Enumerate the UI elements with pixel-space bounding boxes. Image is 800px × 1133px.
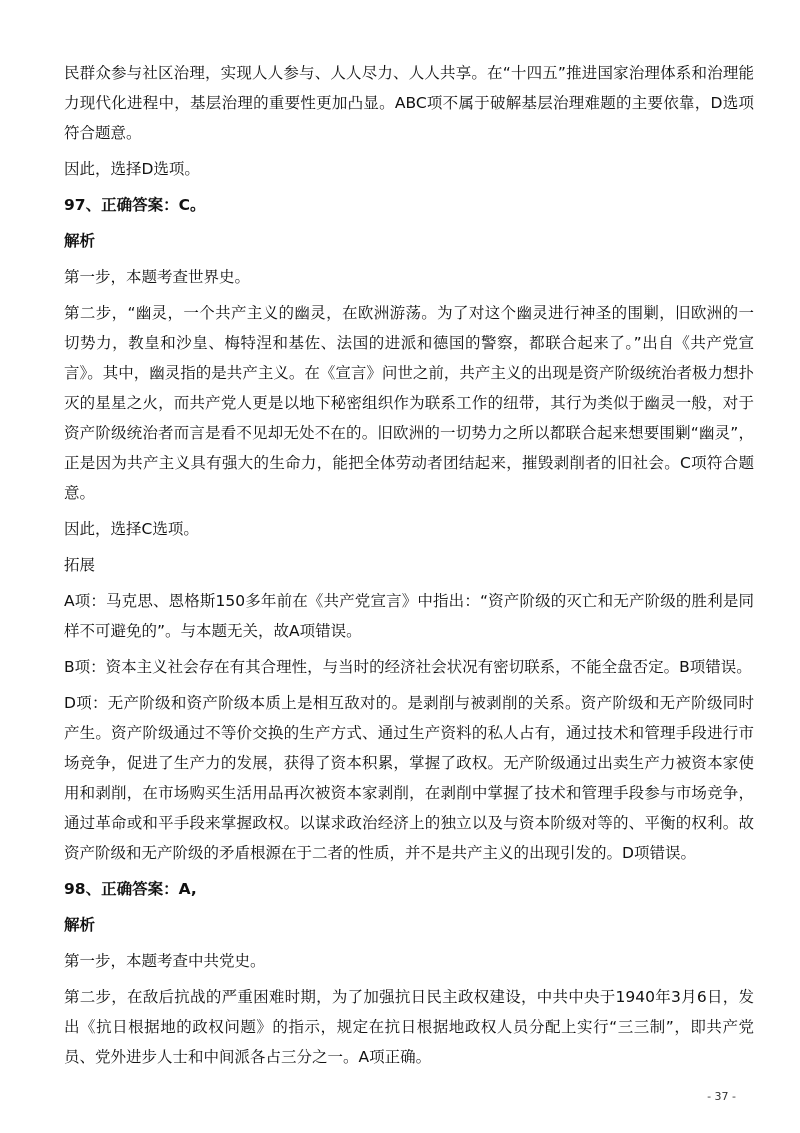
document-body [64,58,754,1078]
step-one-98: 第一步，本题考查中共党史。 [64,952,266,970]
answer-heading-97: 97、正确答案：C。 [64,196,206,214]
analysis-heading-98: 解析 [64,916,96,934]
step-two-97: 第二步，“幽灵，一个共产主义的幽灵，在欧洲游荡。为了对这个幽灵进行神圣的围剿，旧欧洲的一切势力，教皇和沙皇、梅特涅和基佐、法国的进派和德国的警察，都联合起来了。”出自《共产党宣言》。其中，幽灵指的是共产主义。在《宣言》问世之前，共产主义的出现是资产阶级统治者极力想扑灭的星星之火，而共产党人更是以地下秘密组织作为联系工作的纽带，其行为类似于幽灵一般，对于资产阶级统治者而言是看不见却无处不在的。旧欧洲的一切势力之所以都联合起来想要围剿“幽灵”，正是因为共产主义具有强大的生命力，能把全体劳动者团结起来，摧毁剥削者的旧社会。C项符合题意。 [64,304,754,502]
answer-heading-98: 98、正确答案：A, [64,880,197,898]
option-a-explanation: A项：马克思、恩格斯150多年前在《共产党宣言》中指出：“资产阶级的灭亡和无产阶级的胜利是同样不可避免的”。与本题无关，故A项错误。 [64,592,754,640]
step-one-97: 第一步，本题考查世界史。 [64,268,251,286]
option-b-explanation: B项：资本主义社会存在有其合理性，与当时的经济社会状况有密切联系，不能全盘否定。B项错误。 [64,658,752,676]
option-d-explanation: D项：无产阶级和资产阶级本质上是相互敌对的。是剥削与被剥削的关系。资产阶级和无产阶级同时产生。资产阶级通过不等价交换的生产方式、通过生产资料的私人占有，通过技术和管理手段进行市场竞争，促进了生产力的发展，获得了资本积累，掌握了政权。无产阶级通过出卖生产力被资本家使用和剥削，在市场购买生活用品再次被资本家剥削，在剥削中掌握了技术和管理手段参与市场竞争，通过革命或和平手段来掌握政权。以谋求政治经济上的独立以及与资本阶级对等的、平衡的权利。故资产阶级和无产阶级的矛盾根源在于二者的性质，并不是共产主义的出现引发的。D项错误。 [64,694,754,862]
analysis-heading-97: 解析 [64,232,96,250]
page-number: - 37 - [707,1090,736,1103]
extension-heading: 拓展 [64,556,96,574]
paragraph-intro: 民群众参与社区治理，实现人人参与、人人尽力、人人共享。在“十四五”推进国家治理体系和治理能力现代化进程中，基层治理的重要性更加凸显。ABC项不属于破解基层治理难题的主要依靠，D选项符合题意。 [64,64,754,142]
paragraph-conclusion-c: 因此，选择C选项。 [64,520,199,538]
step-two-98: 第二步，在敌后抗战的严重困难时期，为了加强抗日民主政权建设，中共中央于1940年3月6日，发出《抗日根据地的政权问题》的指示，规定在抗日根据地政权人员分配上实行“三三制”，即共产党员、党外进步人士和中间派各占三分之一。A项正确。 [64,988,754,1066]
paragraph-conclusion-d: 因此，选择D选项。 [64,160,200,178]
